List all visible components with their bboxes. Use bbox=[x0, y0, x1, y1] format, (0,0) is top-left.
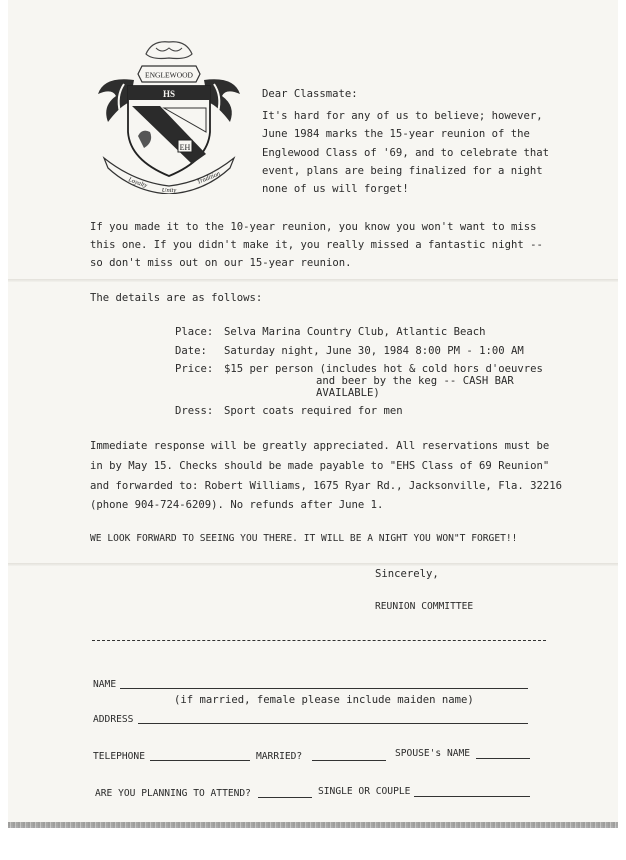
married-field[interactable] bbox=[312, 760, 386, 761]
crest-motto-tradition: Tradition bbox=[196, 170, 222, 186]
salutation: Dear Classmate: bbox=[262, 88, 358, 100]
signature: REUNION COMMITTEE bbox=[375, 601, 474, 612]
paper-bottom-edge bbox=[8, 822, 618, 828]
attend-label: ARE YOU PLANNING TO ATTEND? bbox=[95, 788, 251, 799]
spouse-field[interactable] bbox=[476, 758, 530, 759]
attend-field[interactable] bbox=[258, 797, 312, 798]
married-label: MARRIED? bbox=[256, 751, 303, 762]
spouse-label: SPOUSE's NAME bbox=[395, 748, 471, 759]
place-value: Selva Marina Country Club, Atlantic Beach bbox=[224, 326, 486, 338]
crest-motto-loyalty: Loyalty bbox=[127, 176, 149, 190]
price-value: and beer by the keg -- CASH BAR bbox=[316, 375, 514, 387]
date-label: Date: bbox=[175, 345, 207, 357]
details-heading: The details are as follows: bbox=[90, 292, 263, 304]
dress-value: Sport coats required for men bbox=[224, 405, 403, 417]
paragraph-line: Immediate response will be greatly appreciated. All reservations must be bbox=[90, 440, 550, 452]
price-value: AVAILABLE) bbox=[316, 387, 380, 399]
closing-line: WE LOOK FORWARD TO SEEING YOU THERE. IT WILL BE A NIGHT YOU WON"T FORGET!! bbox=[90, 533, 518, 544]
intro-line: It's hard for any of us to believe; however, bbox=[262, 110, 543, 122]
single-couple-label: SINGLE OR COUPLE bbox=[318, 786, 411, 797]
name-field[interactable] bbox=[120, 688, 528, 689]
address-label: ADDRESS bbox=[93, 714, 134, 725]
paragraph-line: and forwarded to: Robert Williams, 1675 Ryar Rd., Jacksonville, Fla. 32216 bbox=[90, 480, 562, 492]
svg-text:EH: EH bbox=[179, 143, 191, 152]
fold-line bbox=[8, 563, 618, 566]
dress-label: Dress: bbox=[175, 405, 214, 417]
fold-line bbox=[8, 279, 618, 282]
paragraph-line: so don't miss out on our 15-year reunion. bbox=[90, 257, 352, 269]
svg-text:HS: HS bbox=[162, 89, 176, 99]
crest-banner: ENGLEWOOD bbox=[145, 70, 193, 80]
single-couple-field[interactable] bbox=[414, 796, 530, 797]
intro-line: June 1984 marks the 15-year reunion of the bbox=[262, 128, 530, 140]
tear-off-line bbox=[92, 640, 546, 641]
intro-line: none of us will forget! bbox=[262, 183, 409, 195]
crest-motto-unity: Unity bbox=[161, 187, 177, 194]
price-value: $15 per person (includes hot & cold hors d'oeuvres bbox=[224, 363, 543, 375]
paragraph-line: in by May 15. Checks should be made payable to "EHS Class of 69 Reunion" bbox=[90, 460, 550, 472]
intro-line: event, plans are being finalized for a night bbox=[262, 165, 543, 177]
price-label: Price: bbox=[175, 363, 214, 375]
telephone-field[interactable] bbox=[150, 760, 250, 761]
address-field[interactable] bbox=[138, 723, 528, 724]
date-value: Saturday night, June 30, 1984 8:00 PM - 1:00 AM bbox=[224, 345, 524, 357]
school-crest-logo bbox=[94, 36, 244, 194]
place-label: Place: bbox=[175, 326, 214, 338]
name-note: (if married, female please include maiden name) bbox=[174, 694, 474, 706]
paragraph-line: If you made it to the 10-year reunion, you know you won't want to miss bbox=[90, 221, 537, 233]
intro-line: Englewood Class of '69, and to celebrate that bbox=[262, 147, 550, 159]
name-label: NAME bbox=[93, 679, 117, 690]
telephone-label: TELEPHONE bbox=[93, 751, 145, 762]
paragraph-line: (phone 904-724-6209). No refunds after June 1. bbox=[90, 499, 384, 511]
paragraph-line: this one. If you didn't make it, you really missed a fantastic night -- bbox=[90, 239, 543, 251]
sign-off: Sincerely, bbox=[375, 568, 439, 580]
